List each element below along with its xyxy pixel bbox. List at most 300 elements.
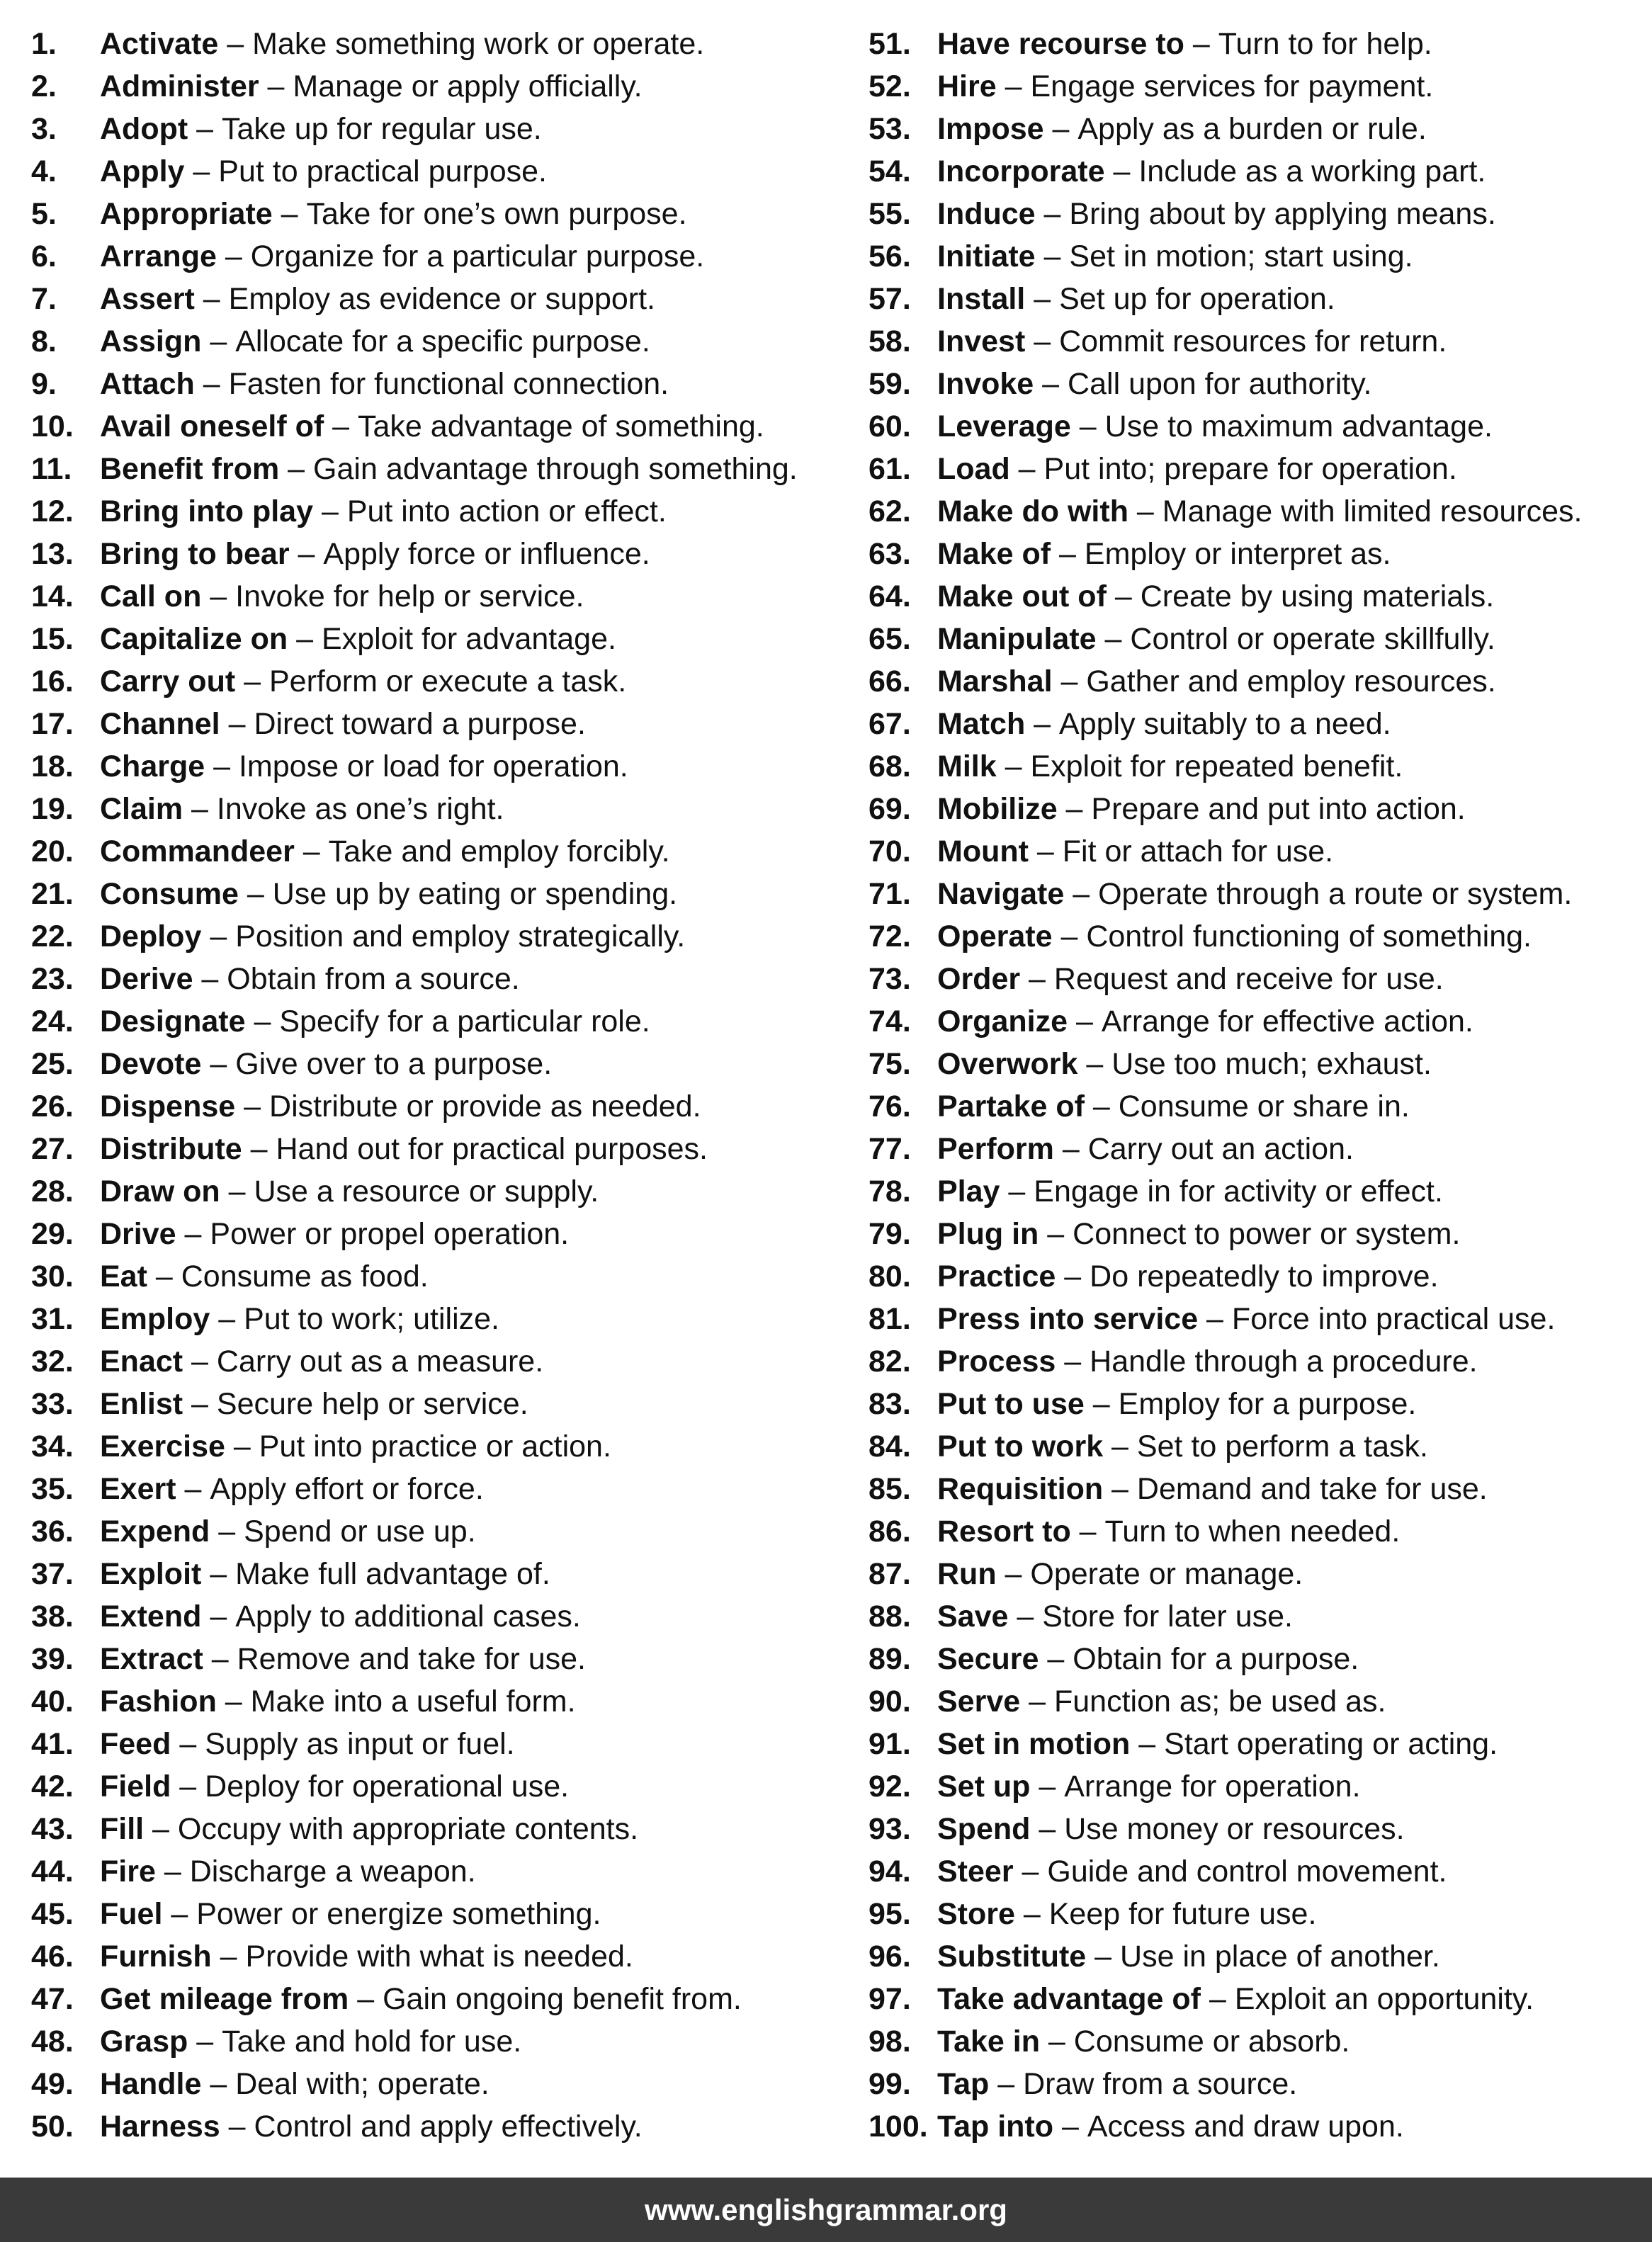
entry-term: Field: [100, 1770, 171, 1804]
entry-term: Process: [937, 1344, 1056, 1378]
entry-number: 59.: [869, 367, 911, 401]
word-entry: [31, 2020, 846, 2063]
entry-term: Grasp: [100, 2025, 188, 2059]
entry-separator: –: [201, 324, 236, 358]
entry-number: 8.: [31, 324, 57, 358]
entry-number: 80.: [869, 1259, 911, 1293]
entry-definition: Put to work; utilize.: [244, 1302, 499, 1336]
entry-number: 73.: [869, 962, 911, 996]
word-entry: [31, 363, 846, 405]
entry-separator: –: [1034, 367, 1068, 401]
entry-term: Set up: [937, 1770, 1031, 1804]
entry-definition: Employ for a purpose.: [1118, 1387, 1417, 1421]
entry-separator: –: [1086, 1940, 1121, 1974]
entry-term: Get mileage from: [100, 1982, 349, 2016]
entry-definition: Consume or share in.: [1118, 1089, 1410, 1123]
entry-separator: –: [176, 1217, 210, 1251]
entry-term: Save: [937, 1600, 1009, 1634]
entry-number: 50.: [31, 2110, 74, 2144]
entry-number: 10.: [31, 409, 74, 443]
entry-separator: –: [1084, 1089, 1119, 1123]
entry-definition: Force into practical use.: [1231, 1302, 1556, 1336]
entry-number: 92.: [869, 1770, 911, 1804]
entry-definition: Function as; be used as.: [1053, 1685, 1386, 1719]
entry-separator: –: [1025, 324, 1060, 358]
entry-term: Employ: [100, 1302, 210, 1336]
entry-number: 7.: [31, 282, 57, 316]
entry-number: 55.: [869, 197, 911, 231]
word-entry: [869, 873, 1648, 915]
entry-definition: Handle through a procedure.: [1090, 1344, 1478, 1378]
footer-url[interactable]: www.englishgrammar.org: [645, 2193, 1007, 2226]
entry-number: 4.: [31, 154, 57, 188]
entry-term: Spend: [937, 1812, 1031, 1846]
entry-term: Order: [937, 962, 1021, 996]
entry-term: Harness: [100, 2110, 220, 2144]
word-entry: [869, 1255, 1648, 1298]
word-entry: [31, 745, 846, 788]
entry-number: 67.: [869, 707, 911, 741]
entry-definition: Arrange for effective action.: [1101, 1004, 1473, 1038]
word-entry: [869, 2105, 1648, 2148]
word-entry: [31, 405, 846, 448]
entry-separator: –: [1053, 2110, 1087, 2144]
entry-definition: Commit resources for return.: [1059, 324, 1447, 358]
entry-separator: –: [1013, 1855, 1048, 1889]
entry-definition: Secure help or service.: [216, 1387, 528, 1421]
word-entry: [869, 490, 1648, 533]
entry-definition: Control functioning of something.: [1086, 919, 1532, 953]
entry-separator: –: [194, 282, 229, 316]
word-entry: [31, 1553, 846, 1595]
entry-term: Designate: [100, 1004, 246, 1038]
entry-separator: –: [1020, 1685, 1054, 1719]
entry-definition: Start operating or acting.: [1164, 1727, 1498, 1761]
entry-definition: Engage services for payment.: [1030, 69, 1434, 103]
entry-separator: –: [1068, 1004, 1102, 1038]
entry-number: 1.: [31, 27, 57, 61]
entry-definition: Put into action or effect.: [346, 494, 667, 528]
entry-separator: –: [176, 1472, 210, 1506]
entry-term: Install: [937, 282, 1026, 316]
entry-definition: Invoke as one’s right.: [216, 792, 504, 826]
entry-term: Substitute: [937, 1940, 1087, 1974]
entry-separator: –: [193, 962, 227, 996]
entry-term: Extract: [100, 1642, 203, 1676]
entry-term: Channel: [100, 707, 220, 741]
entry-separator: –: [188, 2025, 222, 2059]
entry-separator: –: [272, 197, 307, 231]
entry-term: Tap: [937, 2067, 990, 2101]
entry-number: 9.: [31, 367, 57, 401]
entry-separator: –: [201, 579, 236, 613]
entry-separator: –: [1039, 1217, 1073, 1251]
entry-number: 27.: [31, 1132, 74, 1166]
entry-separator: –: [194, 367, 229, 401]
word-entry: [869, 1638, 1648, 1680]
entry-number: 22.: [31, 919, 74, 953]
entry-number: 49.: [31, 2067, 74, 2101]
word-entry: [869, 150, 1648, 193]
word-entry: [31, 1850, 846, 1893]
entry-term: Fill: [100, 1812, 145, 1846]
entry-term: Devote: [100, 1047, 202, 1081]
entry-term: Partake of: [937, 1089, 1085, 1123]
entry-definition: Carry out as a measure.: [216, 1344, 544, 1378]
entry-term: Manipulate: [937, 622, 1097, 656]
entry-definition: Use a resource or supply.: [254, 1174, 599, 1208]
entry-term: Perform: [937, 1132, 1054, 1166]
entry-definition: Distribute or provide as needed.: [269, 1089, 701, 1123]
entry-number: 16.: [31, 664, 74, 698]
entry-number: 62.: [869, 494, 911, 528]
entry-definition: Use in place of another.: [1120, 1940, 1440, 1974]
word-entry: [869, 1850, 1648, 1893]
entry-definition: Use up by eating or spending.: [272, 877, 678, 911]
entry-definition: Prepare and put into action.: [1091, 792, 1466, 826]
word-entry: [31, 1595, 846, 1638]
entry-number: 15.: [31, 622, 74, 656]
entry-definition: Operate or manage.: [1030, 1557, 1303, 1591]
word-entry: [869, 1340, 1648, 1383]
entry-definition: Exploit for repeated benefit.: [1030, 749, 1403, 783]
entry-term: Attach: [100, 367, 195, 401]
word-entry: [31, 873, 846, 915]
entry-number: 38.: [31, 1600, 74, 1634]
entry-number: 29.: [31, 1217, 74, 1251]
word-entry: [869, 23, 1648, 65]
word-entry: [31, 490, 846, 533]
entry-definition: Carry out an action.: [1087, 1132, 1354, 1166]
entry-separator: –: [288, 622, 322, 656]
entry-term: Run: [937, 1557, 997, 1591]
entry-number: 47.: [31, 1982, 74, 2016]
entry-definition: Manage with limited resources.: [1162, 494, 1583, 528]
word-entry: [869, 1595, 1648, 1638]
entry-separator: –: [313, 494, 347, 528]
entry-term: Store: [937, 1897, 1015, 1931]
word-entry: [869, 958, 1648, 1000]
entry-separator: –: [1030, 1770, 1065, 1804]
entry-definition: Apply effort or force.: [210, 1472, 484, 1506]
entry-separator: –: [210, 1302, 244, 1336]
entry-definition: Include as a working part.: [1138, 154, 1486, 188]
word-entry: [31, 1723, 846, 1765]
entry-term: Requisition: [937, 1472, 1104, 1506]
entry-separator: –: [1057, 792, 1092, 826]
word-entry: [31, 1808, 846, 1850]
entry-number: 52.: [869, 69, 911, 103]
entry-term: Make do with: [937, 494, 1128, 528]
entry-definition: Fasten for functional connection.: [228, 367, 669, 401]
entry-number: 88.: [869, 1600, 911, 1634]
word-entry: [869, 448, 1648, 490]
entry-separator: –: [216, 1685, 251, 1719]
entry-term: Capitalize on: [100, 622, 288, 656]
entry-separator: –: [259, 69, 293, 103]
entry-definition: Apply force or influence.: [323, 537, 650, 571]
entry-term: Derive: [100, 962, 193, 996]
entry-number: 70.: [869, 834, 911, 868]
entry-separator: –: [1184, 27, 1218, 61]
entry-term: Initiate: [937, 239, 1036, 273]
entry-number: 48.: [31, 2025, 74, 2059]
entry-separator: –: [155, 1855, 190, 1889]
word-entry: [869, 278, 1648, 320]
entry-separator: –: [238, 877, 273, 911]
entry-number: 2.: [31, 69, 57, 103]
word-entry: [869, 2063, 1648, 2105]
entry-definition: Consume or absorb.: [1073, 2025, 1350, 2059]
entry-number: 72.: [869, 919, 911, 953]
entry-definition: Control or operate skillfully.: [1130, 622, 1495, 656]
entry-term: Match: [937, 707, 1026, 741]
entry-separator: –: [349, 1982, 383, 2016]
entry-definition: Demand and take for use.: [1136, 1472, 1488, 1506]
entry-term: Assert: [100, 282, 195, 316]
entry-number: 13.: [31, 537, 74, 571]
entry-separator: –: [183, 1344, 217, 1378]
word-entry: [869, 1000, 1648, 1043]
entry-definition: Keep for future use.: [1048, 1897, 1317, 1931]
entry-separator: –: [1103, 1429, 1137, 1463]
word-entry: [869, 575, 1648, 618]
entry-term: Serve: [937, 1685, 1021, 1719]
entry-number: 91.: [869, 1727, 911, 1761]
entry-definition: Gather and employ resources.: [1086, 664, 1496, 698]
entry-term: Induce: [937, 197, 1036, 231]
entry-term: Charge: [100, 749, 205, 783]
entry-definition: Make into a useful form.: [250, 1685, 576, 1719]
entry-number: 100.: [869, 2110, 928, 2144]
entry-separator: –: [1128, 494, 1162, 528]
entry-term: Practice: [937, 1259, 1056, 1293]
entry-definition: Manage or apply officially.: [293, 69, 643, 103]
word-entry: [869, 1043, 1648, 1085]
entry-separator: –: [147, 1259, 181, 1293]
entry-term: Mobilize: [937, 792, 1058, 826]
entry-separator: –: [201, 2067, 236, 2101]
entry-term: Furnish: [100, 1940, 212, 1974]
word-entry: [869, 1468, 1648, 1510]
entry-separator: –: [1052, 664, 1087, 698]
word-entry: [869, 1425, 1648, 1468]
entry-term: Resort to: [937, 1515, 1071, 1549]
entry-separator: –: [1106, 579, 1141, 613]
entry-definition: Remove and take for use.: [237, 1642, 586, 1676]
entry-separator: –: [1070, 409, 1105, 443]
entry-term: Have recourse to: [937, 27, 1184, 61]
word-entry: [31, 2063, 846, 2105]
entry-term: Operate: [937, 919, 1053, 953]
entry-number: 28.: [31, 1174, 74, 1208]
word-entry: [31, 235, 846, 278]
entry-term: Take advantage of: [937, 1982, 1201, 2016]
entry-term: Put to work: [937, 1429, 1104, 1463]
entry-definition: Fit or attach for use.: [1062, 834, 1334, 868]
word-entry: [869, 830, 1648, 873]
entry-term: Carry out: [100, 664, 236, 698]
word-entry: [869, 1680, 1648, 1723]
entry-definition: Call upon for authority.: [1068, 367, 1372, 401]
word-entry: [869, 533, 1648, 575]
entry-definition: Employ as evidence or support.: [228, 282, 655, 316]
word-entry: [31, 1638, 846, 1680]
entry-definition: Take and hold for use.: [222, 2025, 522, 2059]
entry-term: Enact: [100, 1344, 183, 1378]
entry-number: 61.: [869, 452, 911, 486]
entry-number: 33.: [31, 1387, 74, 1421]
entry-term: Tap into: [937, 2110, 1054, 2144]
entry-number: 46.: [31, 1940, 74, 1974]
word-entry: [869, 193, 1648, 235]
entry-number: 5.: [31, 197, 57, 231]
entry-term: Adopt: [100, 112, 188, 146]
entry-number: 51.: [869, 27, 911, 61]
entry-separator: –: [183, 1387, 217, 1421]
word-entry: [869, 1383, 1648, 1425]
entry-definition: Put into practice or action.: [259, 1429, 611, 1463]
entry-separator: –: [279, 452, 314, 486]
entry-definition: Give over to a purpose.: [235, 1047, 553, 1081]
entry-number: 69.: [869, 792, 911, 826]
word-entry: [31, 1935, 846, 1978]
entry-term: Distribute: [100, 1132, 242, 1166]
entry-term: Activate: [100, 27, 219, 61]
entry-separator: –: [1077, 1047, 1112, 1081]
entry-term: Leverage: [937, 409, 1071, 443]
entry-separator: –: [1030, 1812, 1065, 1846]
word-entry: [869, 703, 1648, 745]
word-entry: [31, 1340, 846, 1383]
entry-definition: Make something work or operate.: [252, 27, 705, 61]
entry-number: 93.: [869, 1812, 911, 1846]
entry-separator: –: [1104, 154, 1139, 188]
word-entry: [31, 533, 846, 575]
entry-number: 94.: [869, 1855, 911, 1889]
entry-definition: Specify for a particular role.: [279, 1004, 650, 1038]
entry-separator: –: [245, 1004, 280, 1038]
entry-term: Plug in: [937, 1217, 1039, 1251]
entry-number: 64.: [869, 579, 911, 613]
entry-number: 40.: [31, 1685, 74, 1719]
word-entry: [31, 915, 846, 958]
entry-number: 41.: [31, 1727, 74, 1761]
entry-number: 43.: [31, 1812, 74, 1846]
entry-definition: Put to practical purpose.: [218, 154, 547, 188]
word-entry: [869, 2020, 1648, 2063]
entry-number: 58.: [869, 324, 911, 358]
entry-number: 86.: [869, 1515, 911, 1549]
entry-term: Feed: [100, 1727, 171, 1761]
entry-term: Hire: [937, 69, 997, 103]
entry-term: Take in: [937, 2025, 1040, 2059]
entry-term: Drive: [100, 1217, 176, 1251]
entry-number: 68.: [869, 749, 911, 783]
entry-definition: Make full advantage of.: [235, 1557, 550, 1591]
entry-definition: Set to perform a task.: [1136, 1429, 1428, 1463]
entry-definition: Obtain from a source.: [227, 962, 520, 996]
entry-number: 42.: [31, 1770, 74, 1804]
entry-term: Incorporate: [937, 154, 1105, 188]
entry-definition: Turn to when needed.: [1104, 1515, 1401, 1549]
word-entry: [869, 1085, 1648, 1128]
word-entry: [31, 575, 846, 618]
word-entry: [869, 1935, 1648, 1978]
entry-definition: Deploy for operational use.: [205, 1770, 570, 1804]
entry-separator: –: [1035, 197, 1070, 231]
entry-term: Arrange: [100, 239, 217, 273]
word-entry: [31, 278, 846, 320]
entry-number: 60.: [869, 409, 911, 443]
entry-separator: –: [996, 749, 1031, 783]
entry-separator: –: [324, 409, 358, 443]
entry-definition: Draw from a source.: [1023, 2067, 1298, 2101]
entry-definition: Store for later use.: [1042, 1600, 1293, 1634]
word-entry: [31, 618, 846, 660]
entry-term: Play: [937, 1174, 1000, 1208]
entry-separator: –: [996, 69, 1031, 103]
entry-term: Fuel: [100, 1897, 163, 1931]
entry-term: Exploit: [100, 1557, 202, 1591]
entry-separator: –: [201, 1047, 236, 1081]
entry-definition: Request and receive for use.: [1053, 962, 1444, 996]
entry-separator: –: [1028, 834, 1063, 868]
entry-number: 81.: [869, 1302, 911, 1336]
entry-separator: –: [235, 1089, 270, 1123]
entry-definition: Allocate for a specific purpose.: [235, 324, 650, 358]
entry-definition: Consume as food.: [181, 1259, 429, 1293]
entry-definition: Put into; prepare for operation.: [1043, 452, 1457, 486]
entry-number: 63.: [869, 537, 911, 571]
word-entry: [31, 150, 846, 193]
entry-definition: Hand out for practical purposes.: [276, 1132, 708, 1166]
entry-separator: –: [171, 1770, 205, 1804]
entry-separator: –: [1051, 537, 1085, 571]
word-entry: [869, 1510, 1648, 1553]
entry-number: 79.: [869, 1217, 911, 1251]
entry-separator: –: [996, 1557, 1031, 1591]
entry-separator: –: [1053, 1132, 1088, 1166]
entry-number: 77.: [869, 1132, 911, 1166]
entry-definition: Bring about by applying means.: [1069, 197, 1496, 231]
word-entry: [31, 1255, 846, 1298]
entry-separator: –: [1096, 622, 1131, 656]
entry-definition: Perform or execute a task.: [268, 664, 627, 698]
entry-number: 36.: [31, 1515, 74, 1549]
word-entry: [31, 1170, 846, 1213]
entry-separator: –: [205, 749, 239, 783]
word-entry: [869, 915, 1648, 958]
entry-definition: Position and employ strategically.: [235, 919, 686, 953]
word-entry: [869, 745, 1648, 788]
entry-number: 45.: [31, 1897, 74, 1931]
entry-number: 87.: [869, 1557, 911, 1591]
entry-number: 44.: [31, 1855, 74, 1889]
entry-separator: –: [294, 834, 329, 868]
word-entry: [31, 193, 846, 235]
left-column: [31, 23, 846, 2148]
entry-term: Dispense: [100, 1089, 236, 1123]
entry-term: Exert: [100, 1472, 176, 1506]
word-entry: [31, 108, 846, 150]
word-entry: [31, 1510, 846, 1553]
entry-definition: Exploit for advantage.: [322, 622, 616, 656]
word-entry: [31, 65, 846, 108]
entry-number: 32.: [31, 1344, 74, 1378]
word-entry: [31, 660, 846, 703]
entry-definition: Gain ongoing benefit from.: [383, 1982, 742, 2016]
